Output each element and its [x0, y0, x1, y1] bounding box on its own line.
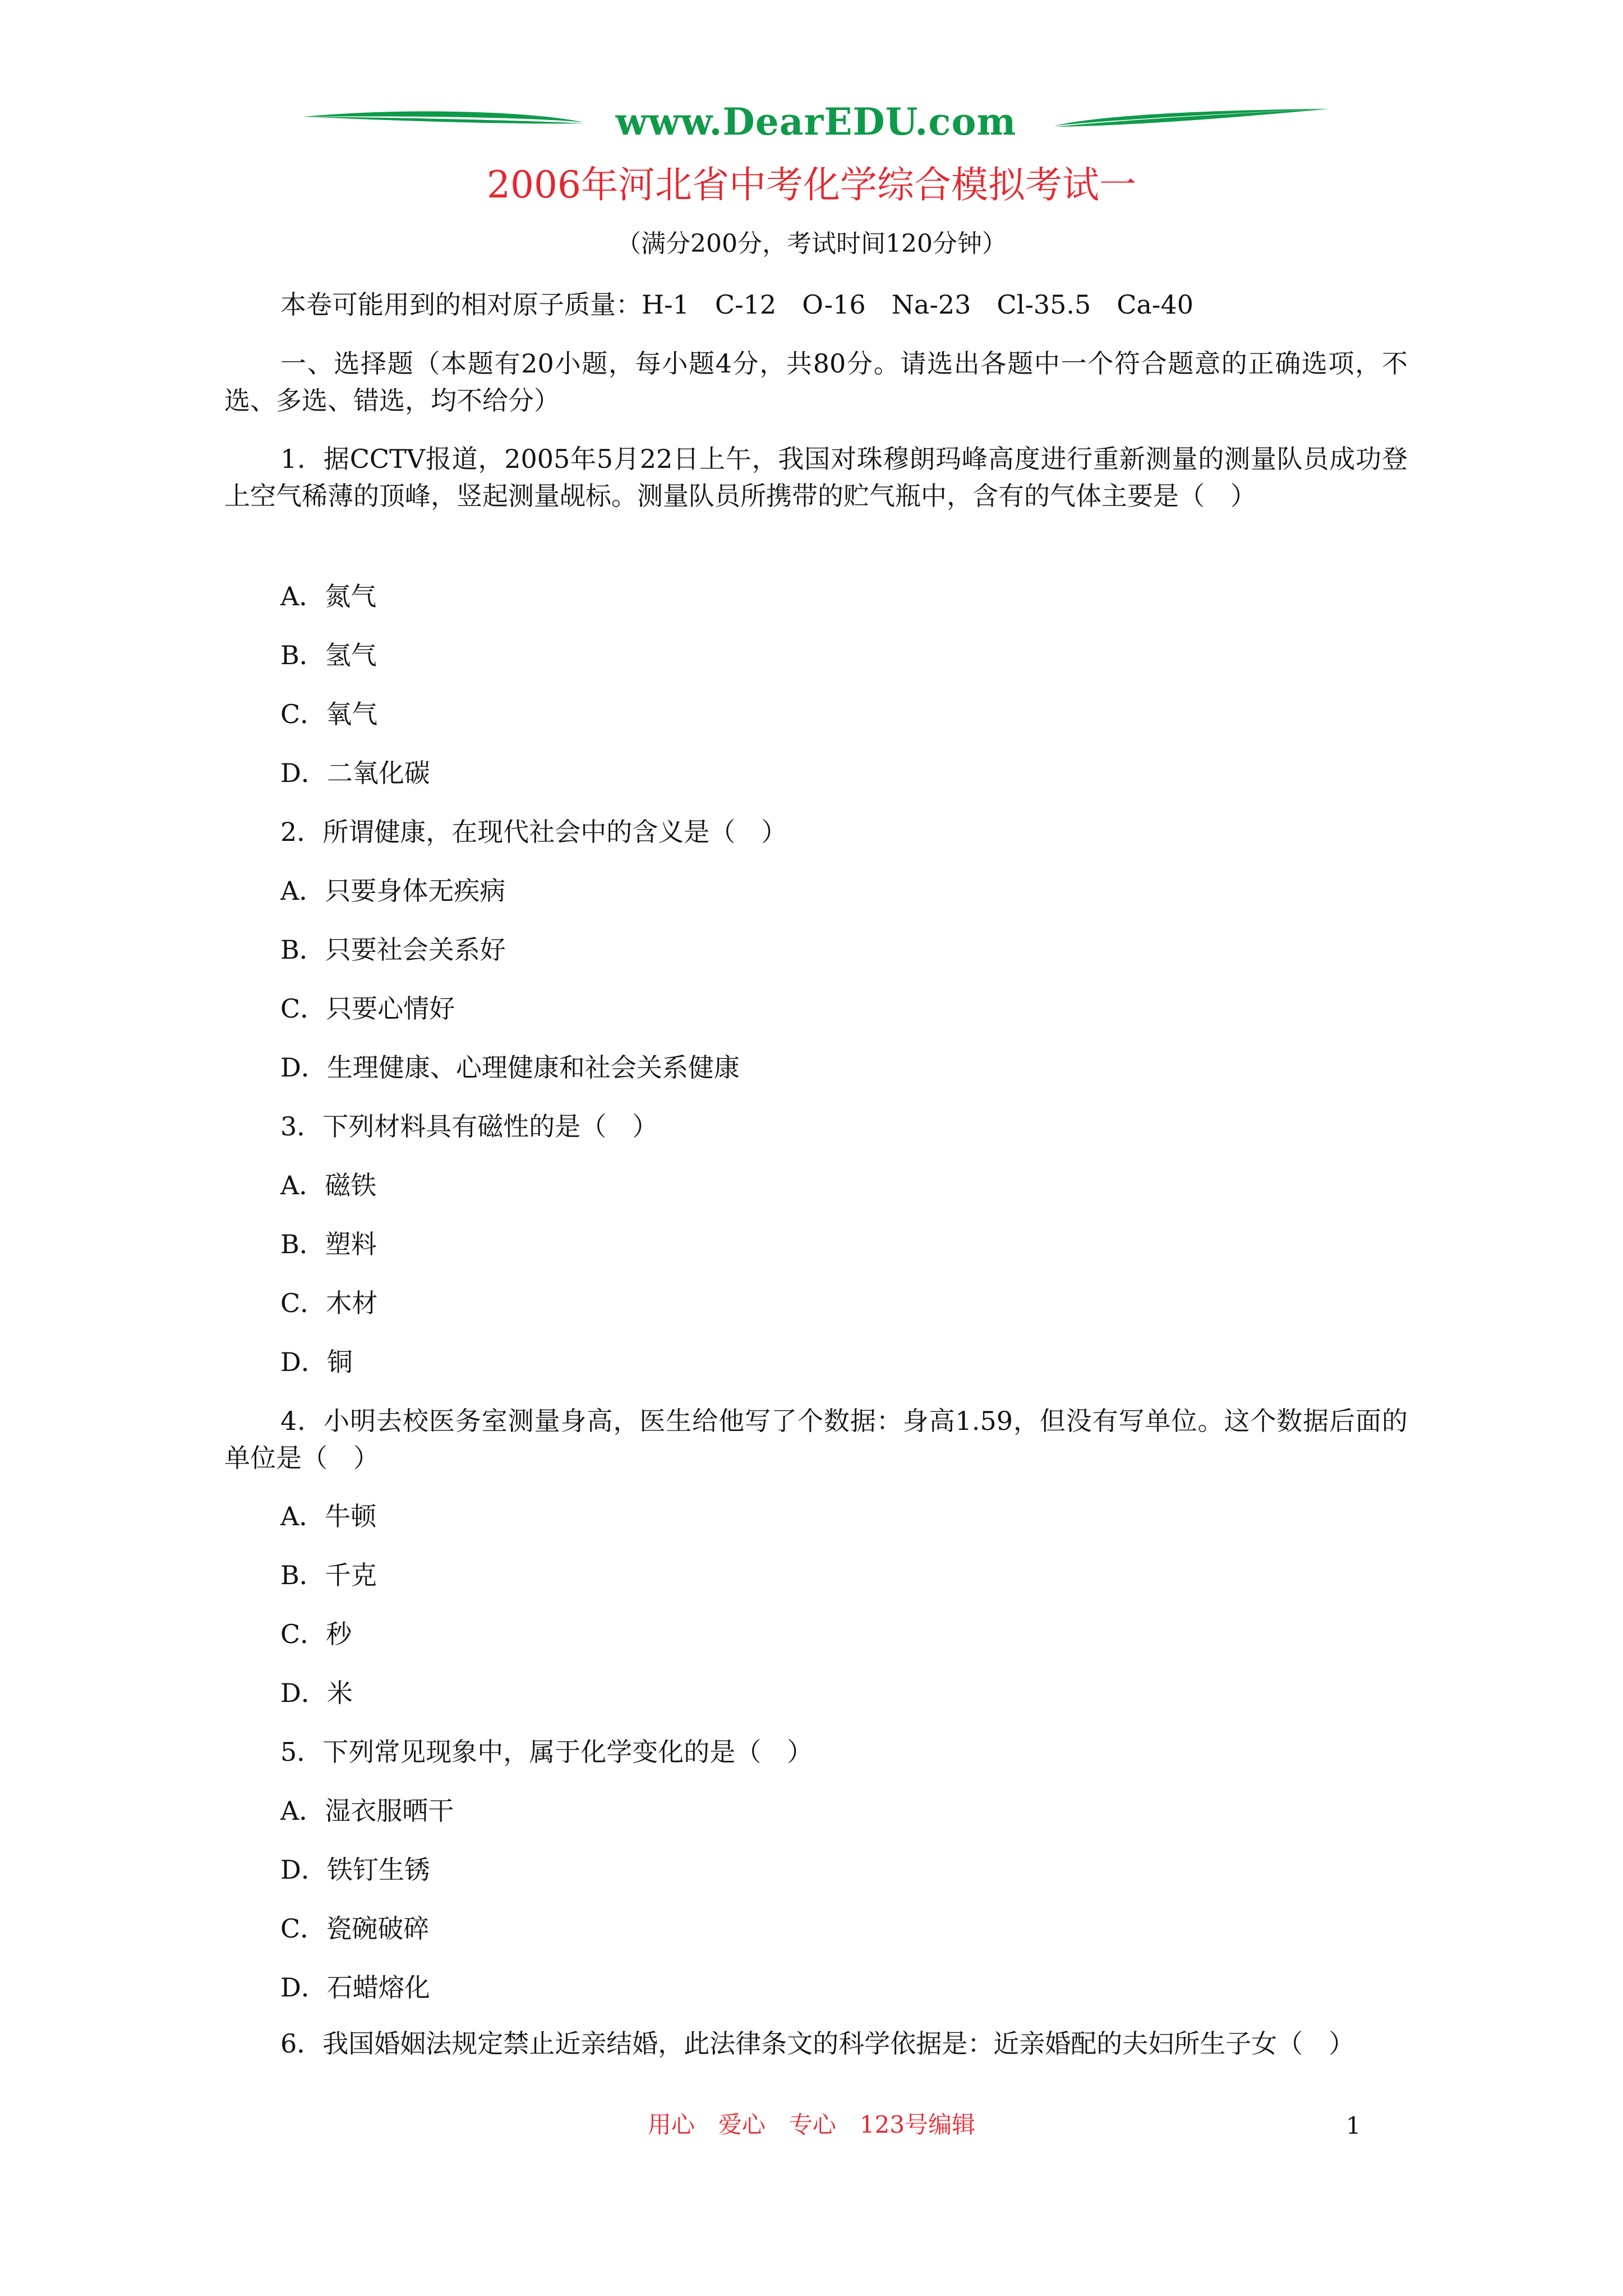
question-2-option-c: C．只要心情好: [280, 993, 455, 1024]
question-3-option-a: A．磁铁: [280, 1170, 377, 1200]
question-1-option-b: B．氢气: [280, 640, 377, 670]
question-5-stem: 5．下列常见现象中，属于化学变化的是（ ）: [280, 1737, 813, 1767]
question-4-option-a: A．牛顿: [280, 1501, 377, 1531]
page-title: 2006年河北省中考化学综合模拟考试一: [487, 163, 1136, 206]
question-5-option-c: C．瓷碗破碎: [280, 1913, 430, 1944]
question-1-option-d: D．二氧化碳: [280, 758, 430, 788]
question-5-option-a: A．湿衣服晒干: [280, 1796, 454, 1826]
exam-subtitle: （满分200分，考试时间120分钟）: [616, 229, 1007, 258]
question-4-option-b: B．千克: [280, 1560, 377, 1590]
question-1-option-c: C．氧气: [280, 699, 378, 729]
question-4-option-d: D．米: [280, 1678, 353, 1708]
section-intro: 一、选择题（本题有20小题，每小题4分，共80分。请选出各题中一个符合题意的正确选项，不选、多选、错选，均不给分）: [224, 348, 1408, 416]
question-2-stem: 2．所谓健康，在现代社会中的含义是（ ）: [280, 817, 787, 847]
question-3-option-b: B．塑料: [280, 1229, 377, 1259]
question-2-option-d: D．生理健康、心理健康和社会关系健康: [280, 1052, 740, 1083]
question-3-option-d: D．铜: [280, 1347, 353, 1377]
question-2-option-a: A．只要身体无疾病: [280, 876, 506, 906]
question-3-stem: 3．下列材料具有磁性的是（ ）: [280, 1111, 658, 1142]
question-3-option-c: C．木材: [280, 1288, 378, 1318]
header-banner: [303, 95, 1329, 146]
question-4-stem: 4．小明去校医务室测量身高，医生给他写了个数据：身高1.59，但没有写单位。这个数据后面的单位是（ ）: [224, 1406, 1408, 1473]
page-number: 1: [1346, 2112, 1361, 2139]
question-6-stem: 6．我国婚姻法规定禁止近亲结婚，此法律条文的科学依据是：近亲婚配的夫妇所生子女（ ）: [280, 2028, 1355, 2059]
question-1-stem: 1．据CCTV报道，2005年5月22日上午，我国对珠穆朗玛峰高度进行重新测量的测量队员成功登上空气稀薄的顶峰，竖起测量觇标。测量队员所携带的贮气瓶中，含有的气体主要是（ ）: [224, 444, 1408, 511]
question-4-option-c: C．秒: [280, 1619, 352, 1649]
question-2-option-b: B．只要社会关系好: [280, 935, 506, 965]
site-url: www.DearEDU.com: [615, 100, 1017, 144]
question-5-option-d: D．石蜡熔化: [280, 1972, 430, 2003]
question-5-option-b: D．铁钉生锈: [280, 1855, 430, 1885]
footer-slogan: 用心 爱心 专心 123号编辑: [647, 2111, 976, 2138]
question-1-option-a: A．氮气: [280, 581, 377, 611]
atomic-masses-line: 本卷可能用到的相对原子质量：H-1 C-12 O-16 Na-23 Cl-35.5 Ca-40: [280, 289, 1193, 320]
